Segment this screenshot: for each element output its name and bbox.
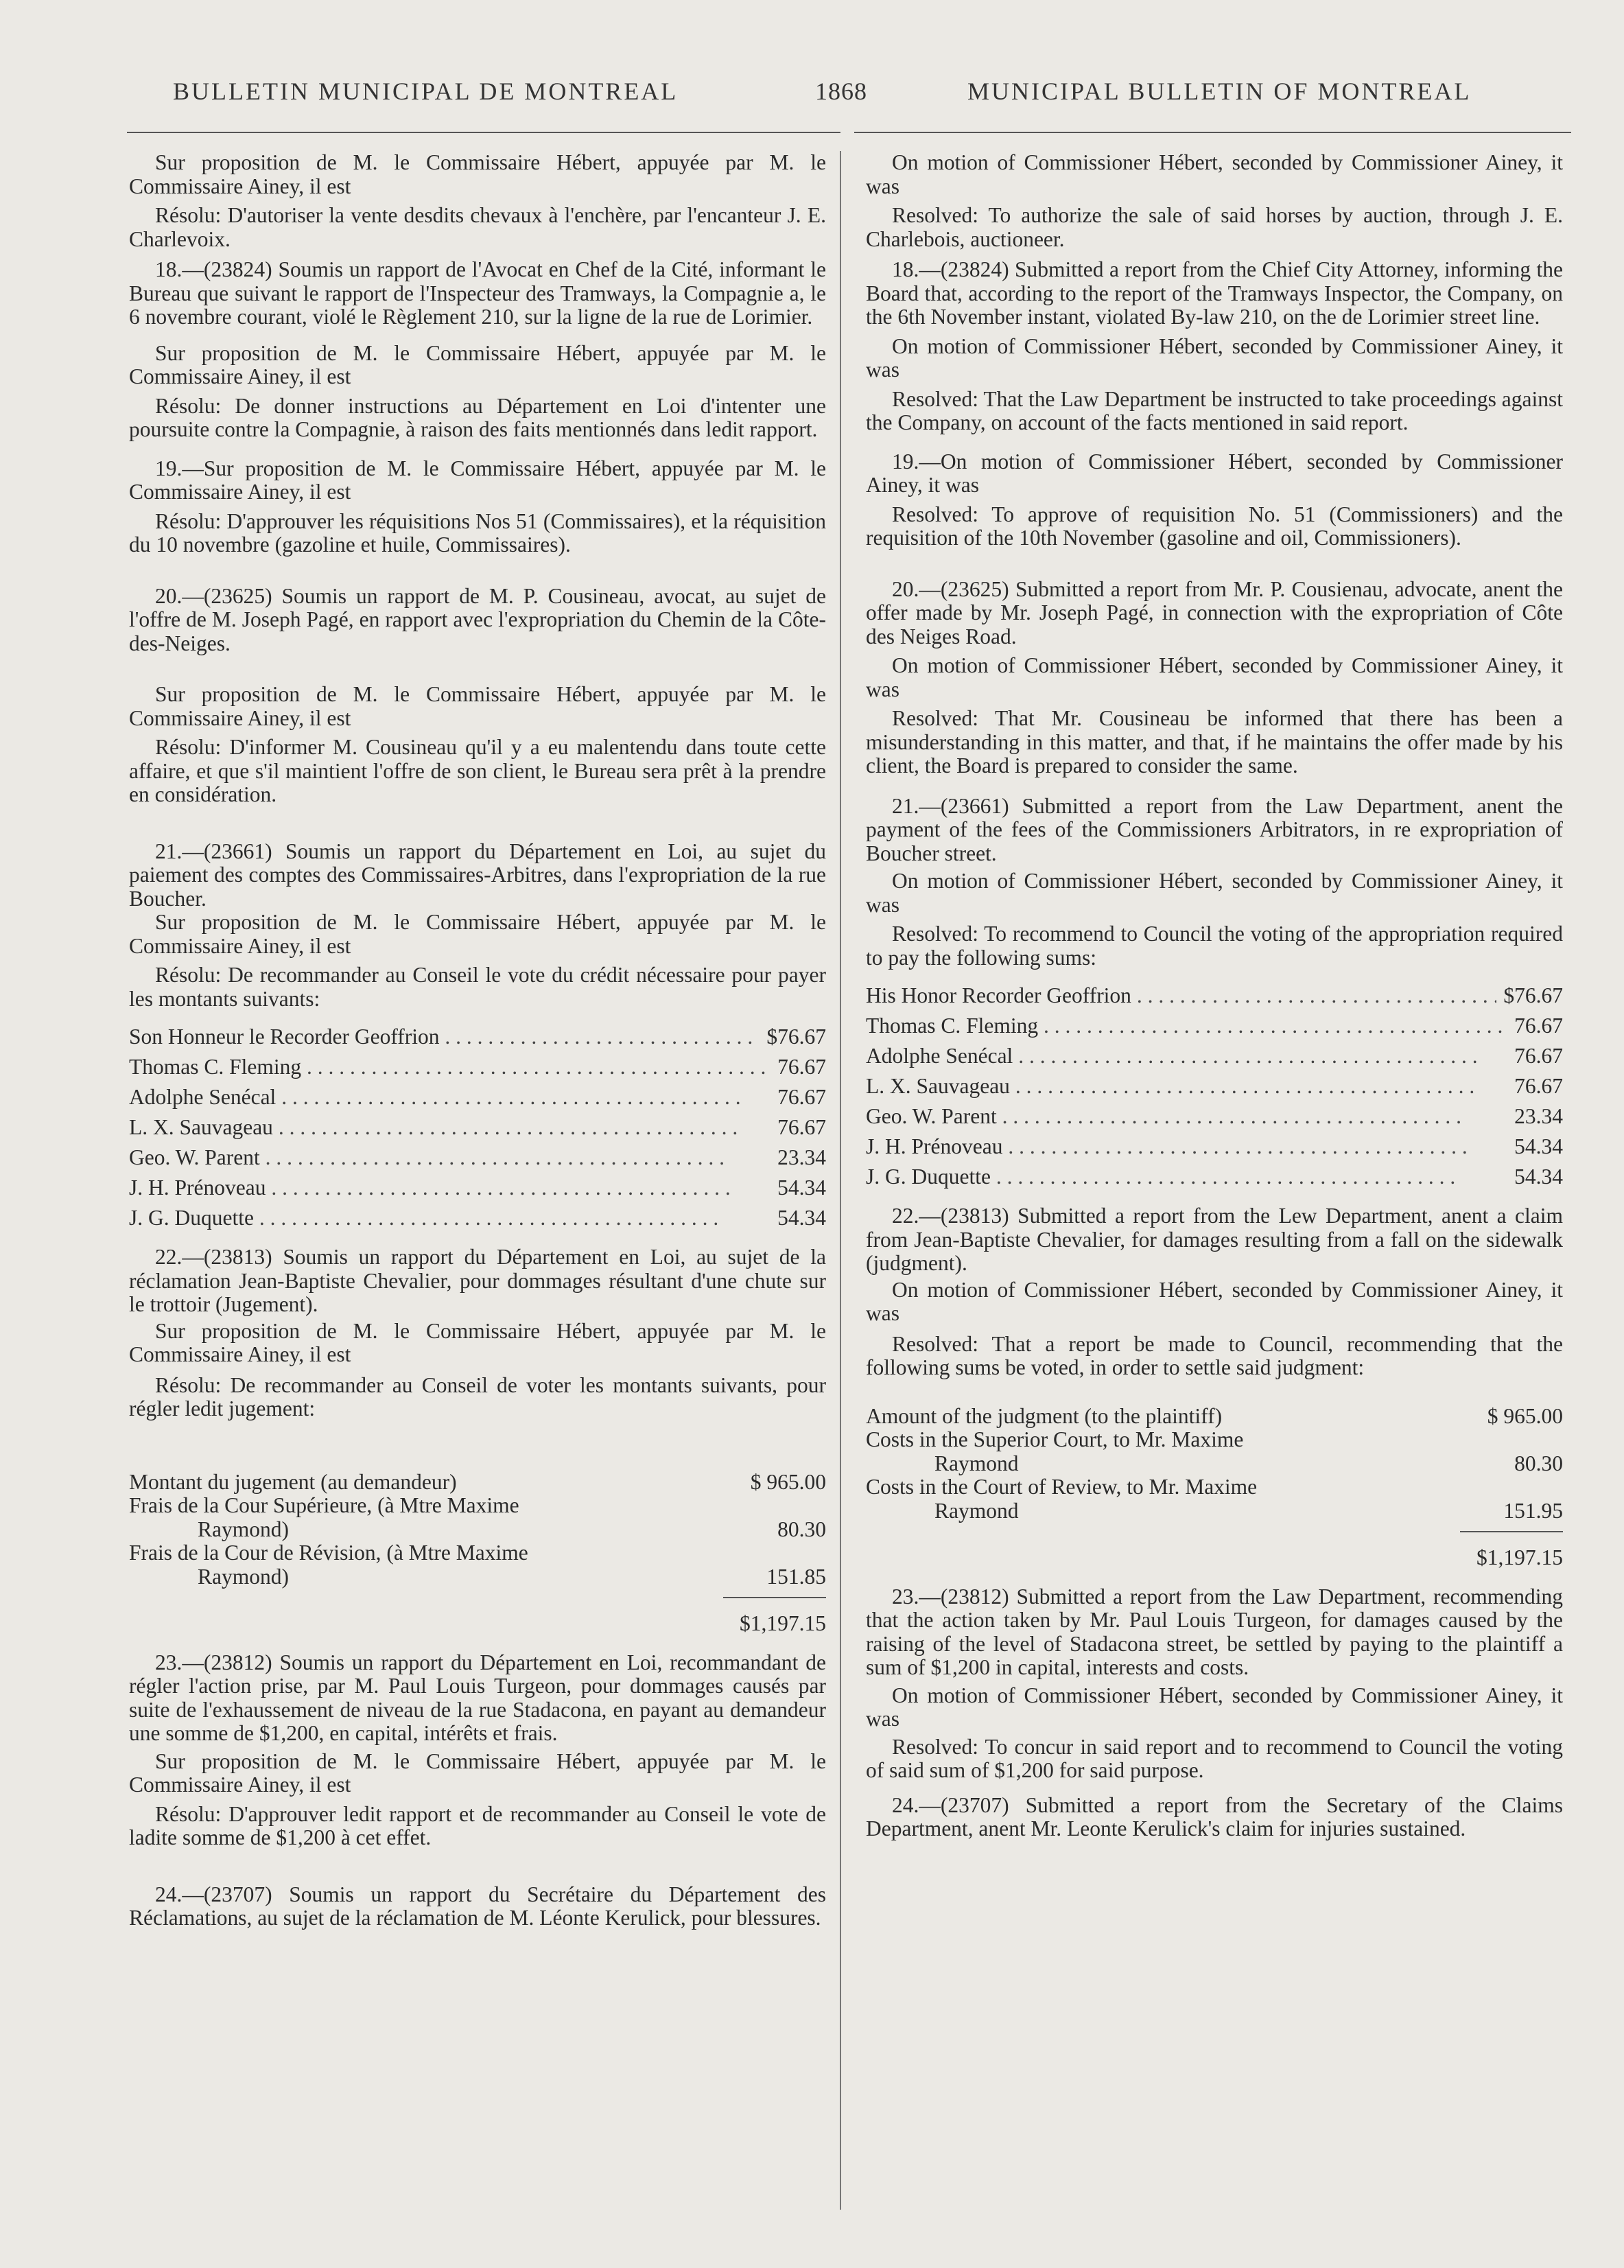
- paragraph: Resolved: To concur in said report and to recommend to Council the voting of said sum of $1,200 for said purpose.: [866, 1734, 1563, 1782]
- judgment-costs: [866, 1405, 1563, 1570]
- cost-line: [866, 1405, 1563, 1429]
- payee-name: L. X. Sauvageau . . .: [129, 1112, 738, 1143]
- payee-amount: 76.67: [1507, 1041, 1563, 1071]
- list-item: [129, 1143, 826, 1173]
- list-item: [129, 1203, 826, 1233]
- paragraph: Resolved: That a report be made to Council, recommending that the following sums be voted, in order to settle said judgment:: [866, 1331, 1563, 1379]
- cost-line: [129, 1494, 826, 1541]
- cost-amount: 151.95: [1503, 1498, 1563, 1523]
- paragraph: On motion of Commissioner Hébert, seconded by Commissioner Ainey, it was: [866, 869, 1563, 917]
- paragraph: 19.—On motion of Commissioner Hébert, seconded by Commissioner Ainey, it was: [866, 449, 1563, 497]
- list-item: [866, 1132, 1563, 1162]
- cost-amount: $ 965.00: [750, 1469, 826, 1494]
- paragraph: Sur proposition de M. le Commissaire Hébert, appuyée par M. le Commissaire Ainey, il est: [129, 682, 826, 730]
- list-item: [129, 1173, 826, 1203]
- header-rule-left: [127, 132, 840, 133]
- page-number: 1868: [815, 78, 867, 105]
- cost-label-cont: Raymond: [934, 1498, 1019, 1523]
- cost-amount: 151.85: [766, 1564, 826, 1589]
- cost-label: Costs in the Superior Court, to Mr. Maxime: [866, 1427, 1244, 1451]
- payee-name: J. H. Prénoveau . . .: [129, 1173, 731, 1203]
- payee-amount: $76.67: [1496, 981, 1563, 1011]
- paragraph: Résolu: D'approuver ledit rapport et de recommander au Conseil le vote de ladite somme de $1,200 à cet effet.: [129, 1801, 826, 1849]
- payee-amount: 54.34: [1507, 1132, 1563, 1162]
- paragraph: Resolved: To recommend to Council the voting of the appropriation required to pay the following sums:: [866, 922, 1563, 970]
- paragraph: Résolu: D'approuver les réquisitions Nos 51 (Commissaires), et la réquisition du 10 novembre (gazoline et huile, Commissaires).: [129, 508, 826, 557]
- list-item: [866, 1071, 1563, 1101]
- header-rule-right: [854, 132, 1571, 133]
- paragraph: 24.—(23707) Submitted a report from the Secretary of the Claims Department, anent Mr. Leonte Kerulick's claim for injuries sustained.: [866, 1792, 1563, 1840]
- paragraph: 21.—(23661) Soumis un rapport du Département en Loi, au sujet du paiement des comptes des Commissaires-Arbitres, dans l'expropriation de la rue Boucher.: [129, 839, 826, 911]
- cost-line: [129, 1471, 826, 1495]
- payee-amount: 76.67: [770, 1082, 826, 1112]
- cost-label: Frais de la Cour de Révision, (à Mtre Maxime: [129, 1541, 528, 1565]
- paragraph: 19.—Sur proposition de M. le Commissaire Hébert, appuyée par M. le Commissaire Ainey, il est: [129, 456, 826, 504]
- paragraph: Resolved: To approve of requisition No. 51 (Commissioners) and the requisition of the 10th November (gasoline and oil, Commissioners).: [866, 502, 1563, 550]
- judgment-costs: [129, 1471, 826, 1636]
- payee-amount: 76.67: [1507, 1011, 1563, 1041]
- payee-amount: 54.34: [770, 1173, 826, 1203]
- cost-label-cont: Raymond): [198, 1517, 289, 1541]
- paragraph: Résolu: De recommander au Conseil le vote du crédit nécessaire pour payer les montants suivants:: [129, 963, 826, 1011]
- page-header: [0, 77, 1624, 118]
- total-rule: [723, 1597, 826, 1598]
- payee-name: Adolphe Senécal . . .: [866, 1041, 1478, 1071]
- list-item: [129, 1022, 826, 1052]
- paragraph: Resolved: To authorize the sale of said horses by auction, through J. E. Charlebois, auctioneer.: [866, 203, 1563, 251]
- paragraph: Sur proposition de M. le Commissaire Hébert, appuyée par M. le Commissaire Ainey, il est: [129, 910, 826, 958]
- payee-name: Thomas C. Fleming . . .: [866, 1011, 1503, 1041]
- cost-label: Costs in the Court of Review, to Mr. Maxime: [866, 1475, 1258, 1499]
- paragraph: Resolved: That the Law Department be instructed to take proceedings against the Company, on account of the facts mentioned in said report.: [866, 386, 1563, 434]
- paragraph: Résolu: D'informer M. Cousineau qu'il y a eu malentendu dans toute cette affaire, et que s'il maintient l'offre de son client, le Bureau sera prêt à la prendre en considération.: [129, 735, 826, 806]
- paragraph: 21.—(23661) Submitted a report from the Law Department, anent the payment of the fees of the Commissioners Arbitrators, in re expropriation of Boucher street.: [866, 793, 1563, 865]
- cost-label: Montant du jugement (au demandeur): [129, 1469, 457, 1494]
- payment-list: [866, 981, 1563, 1192]
- payee-name: J. H. Prénoveau . . .: [866, 1132, 1468, 1162]
- payee-name: J. G. Duquette . . .: [129, 1203, 718, 1233]
- total-rule: [1460, 1531, 1563, 1532]
- total-amount: $1,197.15: [740, 1611, 826, 1635]
- paragraph: Sur proposition de M. le Commissaire Hébert, appuyée par M. le Commissaire Ainey, il est: [129, 340, 826, 388]
- payee-name: Son Honneur le Recorder Geoffrion . . .: [129, 1022, 760, 1052]
- paragraph: On motion of Commissioner Hébert, seconded by Commissioner Ainey, it was: [866, 334, 1563, 382]
- payee-name: Geo. W. Parent . . .: [866, 1101, 1461, 1132]
- paragraph: On motion of Commissioner Hébert, seconded by Commissioner Ainey, it was: [866, 1277, 1563, 1325]
- header-title-english: MUNICIPAL BULLETIN OF MONTREAL: [967, 78, 1472, 105]
- paragraph: Resolved: That Mr. Cousineau be informed that there has been a misunderstanding in this matter, and that, if he maintains the offer made by his client, the Board is prepared to consider the same.: [866, 706, 1563, 778]
- paragraph: Résolu: De recommander au Conseil de voter les montants suivants, pour régler ledit jugement:: [129, 1372, 826, 1421]
- paragraph: 23.—(23812) Submitted a report from the Law Department, recommending that the action taken by Mr. Paul Louis Turgeon, for damages caused by the raising of the level of Stadacona street, be settled by paying to the plaintiff a sum of $1,200 in capital, interests and costs.: [866, 1584, 1563, 1679]
- cost-label: Frais de la Cour Supérieure, (à Mtre Maxime: [129, 1493, 519, 1517]
- paragraph: 23.—(23812) Soumis un rapport du Département en Loi, recommandant de régler l'action prise, par M. Paul Louis Turgeon, pour dommages causés par suite de l'exhaussement de niveau de la rue Stadacona, en payant au demandeur une somme de $1,200, en capital, intérêts et frais.: [129, 1650, 826, 1745]
- payee-name: His Honor Recorder Geoffrion . . .: [866, 981, 1496, 1011]
- list-item: [129, 1112, 826, 1143]
- paragraph: Résolu: D'autoriser la vente desdits chevaux à l'enchère, par l'encanteur J. E. Charlevoix.: [129, 203, 826, 251]
- paragraph: 24.—(23707) Soumis un rapport du Secrétaire du Département des Réclamations, au sujet de la réclamation de M. Léonte Kerulick, pour blessures.: [129, 1882, 826, 1930]
- cost-amount: 80.30: [1514, 1451, 1563, 1475]
- paragraph: On motion of Commissioner Hébert, seconded by Commissioner Ainey, it was: [866, 150, 1563, 198]
- list-item: [129, 1082, 826, 1112]
- payment-list: [129, 1022, 826, 1233]
- cost-line: [866, 1428, 1563, 1475]
- list-item: [866, 1011, 1563, 1041]
- paragraph: 20.—(23625) Soumis un rapport de M. P. Cousineau, avocat, au sujet de l'offre de M. Joseph Pagé, en rapport avec l'expropriation du Chemin de la Côte-des-Neiges.: [129, 583, 826, 655]
- paragraph: 22.—(23813) Soumis un rapport du Département en Loi, au sujet de la réclamation Jean-Baptiste Chevalier, pour dommages résultant d'une chute sur le trottoir (Jugement).: [129, 1245, 826, 1316]
- payee-amount: $76.67: [760, 1022, 826, 1052]
- english-column: [866, 151, 1563, 1841]
- paragraph: Sur proposition de M. le Commissaire Hébert, appuyée par M. le Commissaire Ainey, il est: [129, 150, 826, 198]
- cost-line: [866, 1475, 1563, 1523]
- cost-amount: $ 965.00: [1487, 1403, 1563, 1428]
- cost-label-cont: Raymond: [934, 1451, 1019, 1475]
- french-column: [129, 151, 826, 1930]
- list-item: [866, 1101, 1563, 1132]
- list-item: [866, 981, 1563, 1011]
- paragraph: Résolu: De donner instructions au Département en Loi d'intenter une poursuite contre la Compagnie, à raison des faits mentionnés dans ledit rapport.: [129, 393, 826, 441]
- cost-amount: 80.30: [777, 1517, 826, 1541]
- paragraph: 18.—(23824) Submitted a report from the Chief City Attorney, informing the Board that, according to the report of the Tramways Inspector, the Company, on the 6th November instant, violated By-law 210, on the de Lorimier street line.: [866, 257, 1563, 329]
- paragraph: 20.—(23625) Submitted a report from Mr. P. Cousienau, advocate, anent the offer made by Mr. Joseph Pagé, in connection with the expropriation of Côte des Neiges Road.: [866, 576, 1563, 648]
- cost-line: [129, 1541, 826, 1589]
- payee-amount: 76.67: [770, 1052, 826, 1082]
- payee-amount: 54.34: [770, 1203, 826, 1233]
- list-item: [866, 1162, 1563, 1192]
- payee-name: Adolphe Senécal . . .: [129, 1082, 741, 1112]
- payee-amount: 76.67: [1507, 1071, 1563, 1101]
- payee-amount: 76.67: [770, 1112, 826, 1143]
- list-item: [129, 1052, 826, 1082]
- payee-amount: 54.34: [1507, 1162, 1563, 1192]
- paragraph: 18.—(23824) Soumis un rapport de l'Avocat en Chef de la Cité, informant le Bureau que suivant le rapport de l'Inspecteur des Tramways, la Compagnie a, le 6 novembre courant, violé le Règlement 210, sur la ligne de la rue de Lorimier.: [129, 257, 826, 329]
- payee-name: J. G. Duquette . . .: [866, 1162, 1455, 1192]
- paragraph: 22.—(23813) Submitted a report from the Lew Department, anent a claim from Jean-Baptiste Chevalier, for damages resulting from a fall on the sidewalk (judgment).: [866, 1204, 1563, 1275]
- payee-name: Thomas C. Fleming . . .: [129, 1052, 766, 1082]
- payee-name: L. X. Sauvageau . . .: [866, 1071, 1474, 1101]
- cost-label-cont: Raymond): [198, 1564, 289, 1589]
- payee-amount: 23.34: [770, 1143, 826, 1173]
- paragraph: On motion of Commissioner Hébert, seconded by Commissioner Ainey, it was: [866, 1683, 1563, 1731]
- paragraph: Sur proposition de M. le Commissaire Hébert, appuyée par M. le Commissaire Ainey, il est: [129, 1318, 826, 1366]
- payee-amount: 23.34: [1507, 1101, 1563, 1132]
- paragraph: Sur proposition de M. le Commissaire Hébert, appuyée par M. le Commissaire Ainey, il est: [129, 1749, 826, 1797]
- cost-label: Amount of the judgment (to the plaintiff): [866, 1403, 1223, 1428]
- header-title-french: BULLETIN MUNICIPAL DE MONTREAL: [173, 78, 679, 105]
- payee-name: Geo. W. Parent . . .: [129, 1143, 725, 1173]
- list-item: [866, 1041, 1563, 1071]
- paragraph: On motion of Commissioner Hébert, seconded by Commissioner Ainey, it was: [866, 653, 1563, 701]
- total-amount: $1,197.15: [1476, 1545, 1563, 1569]
- column-divider: [840, 151, 841, 2210]
